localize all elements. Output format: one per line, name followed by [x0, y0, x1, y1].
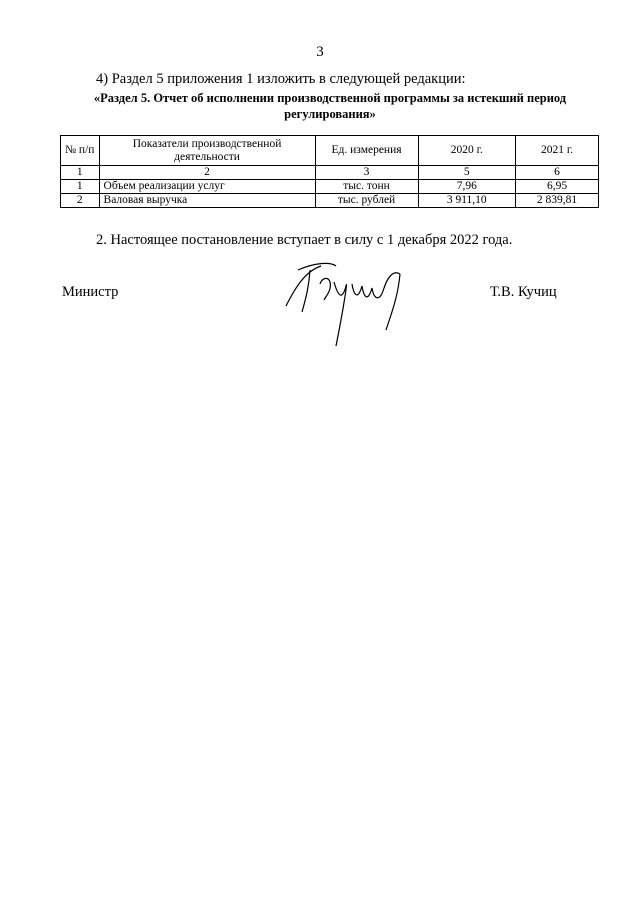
- table-row: [61, 194, 599, 208]
- handwritten-signature: [276, 256, 426, 356]
- row-num: 2: [61, 194, 100, 208]
- row-indicator: Объем реализации услуг: [99, 180, 315, 194]
- row-year-2020: 3 911,10: [418, 194, 516, 208]
- table-index-row: [61, 166, 599, 180]
- index-cell: 5: [418, 166, 516, 180]
- index-cell: 2: [99, 166, 315, 180]
- signatory-title: Министр: [62, 284, 119, 300]
- index-cell: 6: [516, 166, 599, 180]
- row-indicator: Валовая выручка: [99, 194, 315, 208]
- table-header-row: [61, 136, 599, 166]
- header-year-2020: 2020 г.: [418, 136, 516, 166]
- signatory-name: Т.В. Кучиц: [490, 284, 557, 300]
- header-year-2021: 2021 г.: [516, 136, 599, 166]
- section-title: «Раздел 5. Отчет об исполнении производственной программы за истекший период регулирования»: [93, 91, 567, 121]
- row-year-2021: 2 839,81: [516, 194, 599, 208]
- row-year-2020: 7,96: [418, 180, 516, 194]
- index-cell: 3: [315, 166, 418, 180]
- header-num: № п/п: [61, 136, 100, 166]
- page-number: 3: [316, 44, 324, 60]
- report-table: [60, 135, 599, 208]
- final-clause: 2. Настоящее постановление вступает в силу с 1 декабря 2022 года.: [96, 232, 513, 248]
- header-unit: Ед. измерения: [315, 136, 418, 166]
- header-indicator: Показатели производственной деятельности: [99, 136, 315, 166]
- row-year-2021: 6,95: [516, 180, 599, 194]
- index-cell: 1: [61, 166, 100, 180]
- row-unit: тыс. рублей: [315, 194, 418, 208]
- row-unit: тыс. тонн: [315, 180, 418, 194]
- row-num: 1: [61, 180, 100, 194]
- amendment-heading: 4) Раздел 5 приложения 1 изложить в следующей редакции:: [96, 71, 466, 87]
- table-row: [61, 180, 599, 194]
